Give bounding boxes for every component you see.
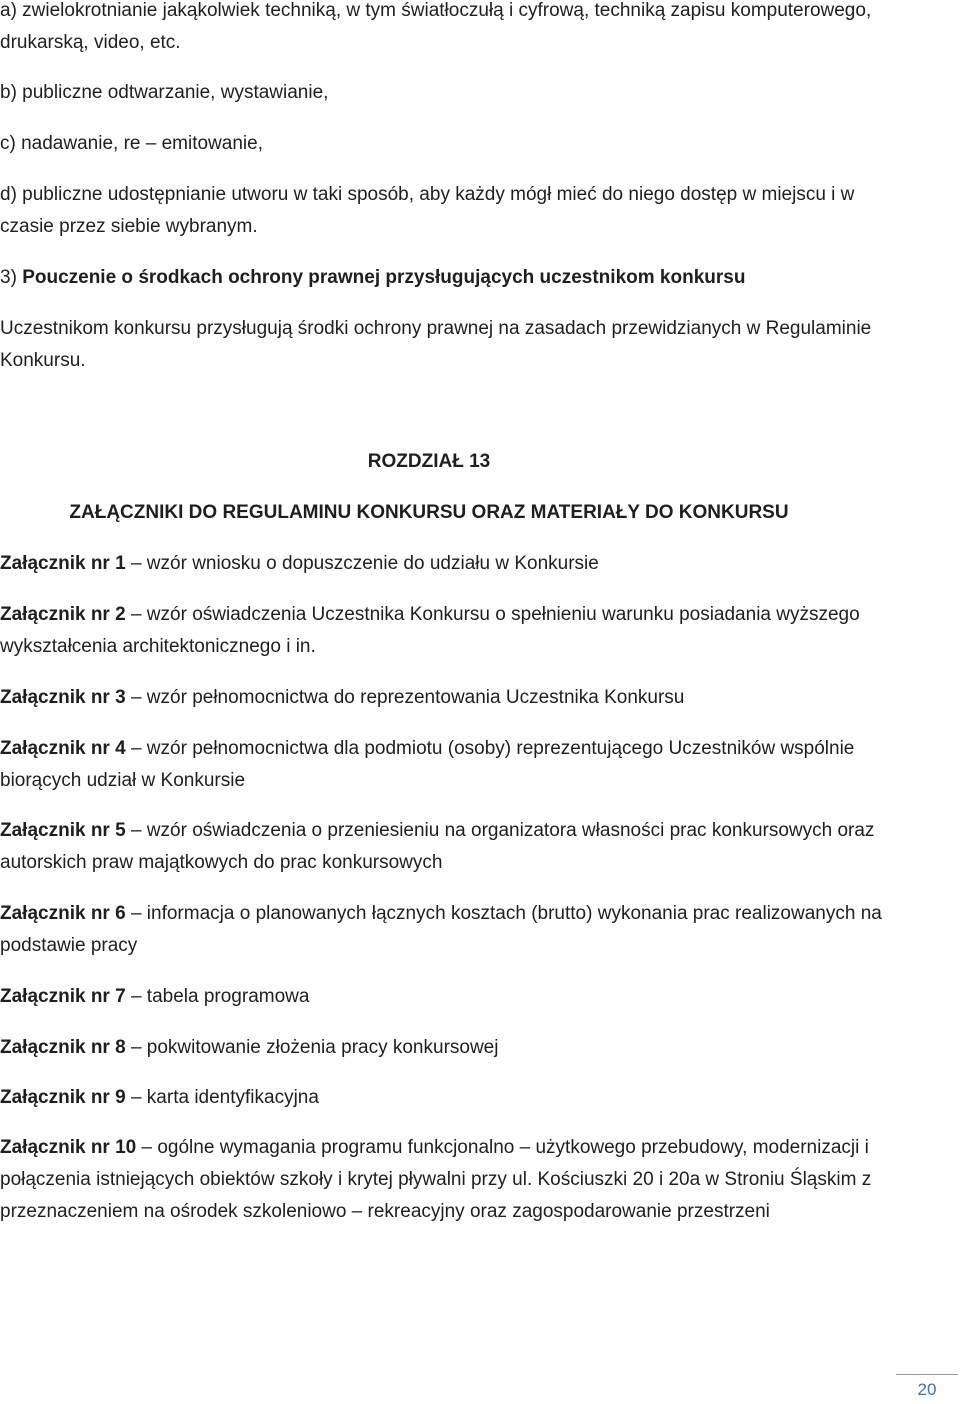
section-3-body: Uczestnikom konkursu przysługują środki ochrony prawnej na zasadach przewidzianych w Regulaminie Konkursu. bbox=[0, 318, 872, 371]
attachment-label: Załącznik nr 10 bbox=[0, 1137, 137, 1158]
list-item-d: d) publiczne udostępnianie utworu w taki sposób, aby każdy mógł mieć do niego dostęp w miejscu i w czasie przez siebie wybranym. bbox=[0, 184, 855, 237]
attachment-text: – informacja o planowanych łącznych kosztach (brutto) wykonania prac realizowanych na podstawie pracy bbox=[0, 903, 882, 956]
chapter-title: ZAŁĄCZNIKI DO REGULAMINU KONKURSU ORAZ MATERIAŁY DO KONKURSU bbox=[69, 502, 789, 523]
list-item-c: c) nadawanie, re – emitowanie, bbox=[0, 133, 263, 154]
attachment-text: – wzór oświadczenia Uczestnika Konkursu o spełnieniu warunku posiadania wyższego wykształcenia architektonicznego i in. bbox=[0, 604, 860, 657]
attachment-label: Załącznik nr 3 bbox=[0, 687, 126, 708]
section-3-heading bbox=[0, 262, 900, 294]
attachment-label: Załącznik nr 4 bbox=[0, 738, 126, 759]
attachment-item-4 bbox=[0, 733, 900, 797]
page-number: 20 bbox=[917, 1380, 937, 1399]
attachment-text: – tabela programowa bbox=[125, 986, 310, 1007]
attachment-item-2 bbox=[0, 599, 900, 663]
list-item-b: b) publiczne odtwarzanie, wystawianie, bbox=[0, 82, 329, 103]
attachment-label: Załącznik nr 7 bbox=[0, 986, 126, 1007]
section-3-number: 3) bbox=[0, 267, 23, 288]
attachment-text: – wzór oświadczenia o przeniesieniu na organizatora własności prac konkursowych oraz autorskich praw majątkowych do prac konkursowych bbox=[0, 820, 875, 873]
attachment-text: – wzór pełnomocnictwa do reprezentowania Uczestnika Konkursu bbox=[125, 687, 685, 708]
attachment-item-3 bbox=[0, 682, 900, 714]
attachment-item-6 bbox=[0, 898, 900, 962]
footer-divider bbox=[896, 1374, 958, 1375]
attachment-text: – wzór wniosku o dopuszczenie do udziału w Konkursie bbox=[125, 553, 599, 574]
attachment-label: Załącznik nr 9 bbox=[0, 1087, 126, 1108]
attachment-item-5 bbox=[0, 815, 900, 879]
attachment-text: – pokwitowanie złożenia pracy konkursowej bbox=[125, 1037, 499, 1058]
attachment-label: Załącznik nr 2 bbox=[0, 604, 126, 625]
section-3-title: Pouczenie o środkach ochrony prawnej przysługujących uczestnikom konkursu bbox=[22, 267, 746, 288]
list-item-a: a) zwielokrotnianie jakąkolwiek techniką, w tym światłoczułą i cyfrową, techniką zapisu komputerowego, drukarską, video, etc. bbox=[0, 0, 872, 53]
attachment-label: Załącznik nr 1 bbox=[0, 553, 126, 574]
attachment-text: – ogólne wymagania programu funkcjonalno – użytkowego przebudowy, modernizacji i połączenia istniejących obiektów szkoły i krytej pływalni przy ul. Kościuszki 20 i 20a w Stroniu Śląskim z przeznaczeniem na ośrodek szkoleniowo – rekreacyjny oraz zagospodarowanie przestrzeni bbox=[0, 1137, 872, 1222]
chapter-label: ROZDZIAŁ 13 bbox=[367, 451, 491, 472]
attachment-label: Załącznik nr 8 bbox=[0, 1037, 126, 1058]
attachment-item-9 bbox=[0, 1082, 900, 1114]
attachment-label: Załącznik nr 6 bbox=[0, 903, 126, 924]
attachment-item-1 bbox=[0, 548, 900, 580]
attachment-item-8 bbox=[0, 1032, 900, 1064]
attachment-label: Załącznik nr 5 bbox=[0, 820, 126, 841]
attachment-item-10 bbox=[0, 1132, 900, 1228]
attachment-text: – karta identyfikacyjna bbox=[125, 1087, 319, 1108]
attachment-text: – wzór pełnomocnictwa dla podmiotu (osoby) reprezentującego Uczestników wspólnie biorących udział w Konkursie bbox=[0, 738, 855, 791]
attachment-item-7 bbox=[0, 981, 900, 1013]
